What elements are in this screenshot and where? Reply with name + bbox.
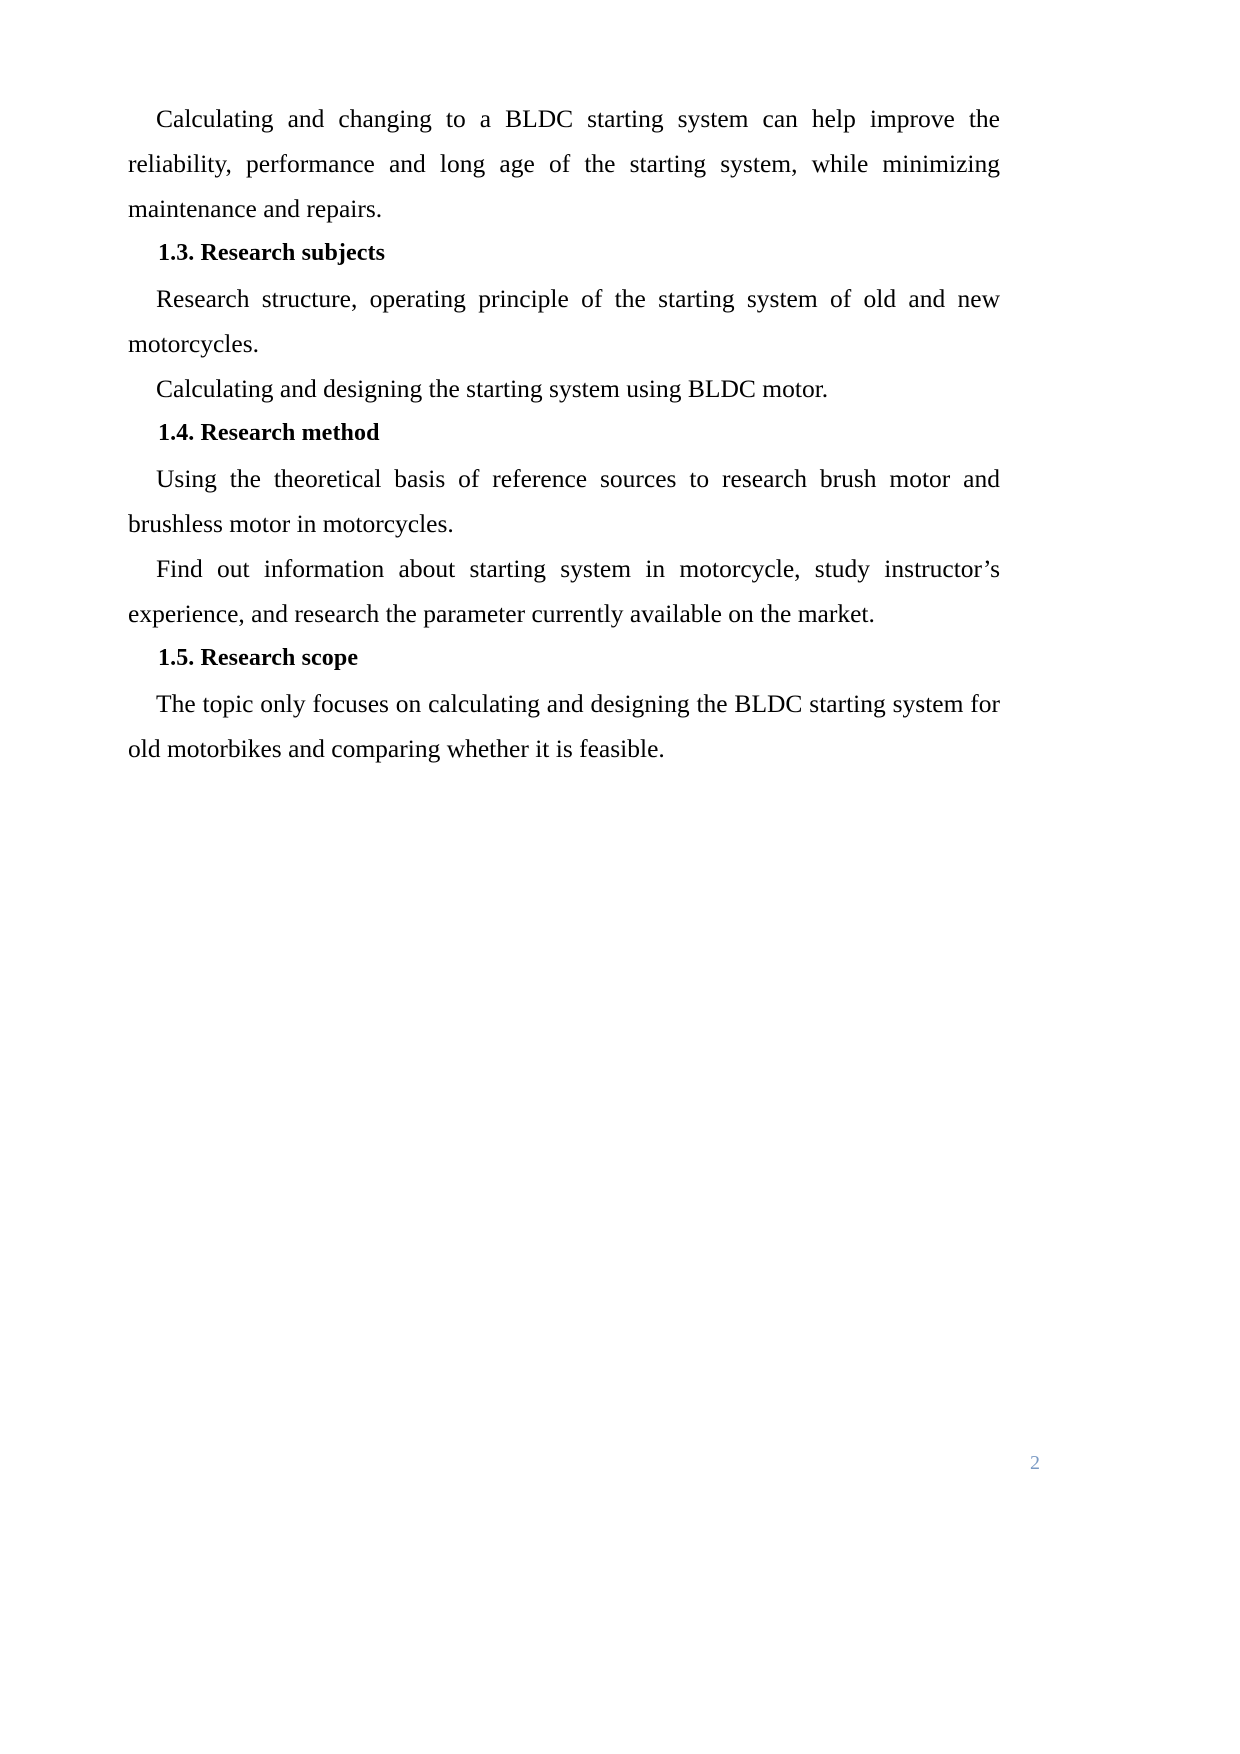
page-number: 2 [1030,1452,1040,1474]
paragraph-calculating-designing: Calculating and designing the starting system using BLDC motor. [156,374,829,403]
paragraph-research-structure: Research structure, operating principle of the starting system of old and new motorcycles. [128,284,1000,358]
heading-1-5-research-scope: 1.5. Research scope [158,645,359,671]
heading-1-3-research-subjects: 1.3. Research subjects [158,240,386,266]
heading-1-4-research-method: 1.4. Research method [158,420,380,446]
page-content [128,96,1000,771]
paragraph-topic-focus: The topic only focuses on calculating and designing the BLDC starting system for old motorbikes and comparing whether it is feasible. [128,689,1000,763]
paragraph-theoretical-basis: Using the theoretical basis of reference sources to research brush motor and brushless motor in motorcycles. [128,464,1000,538]
paragraph-intro-bldc-reliability: Calculating and changing to a BLDC starting system can help improve the reliability, performance and long age of the starting system, while minimizing maintenance and repairs. [128,104,1000,223]
paragraph-find-out-information: Find out information about starting system in motorcycle, study instructor’s experience, and research the parameter currently available on the market. [128,554,1000,628]
